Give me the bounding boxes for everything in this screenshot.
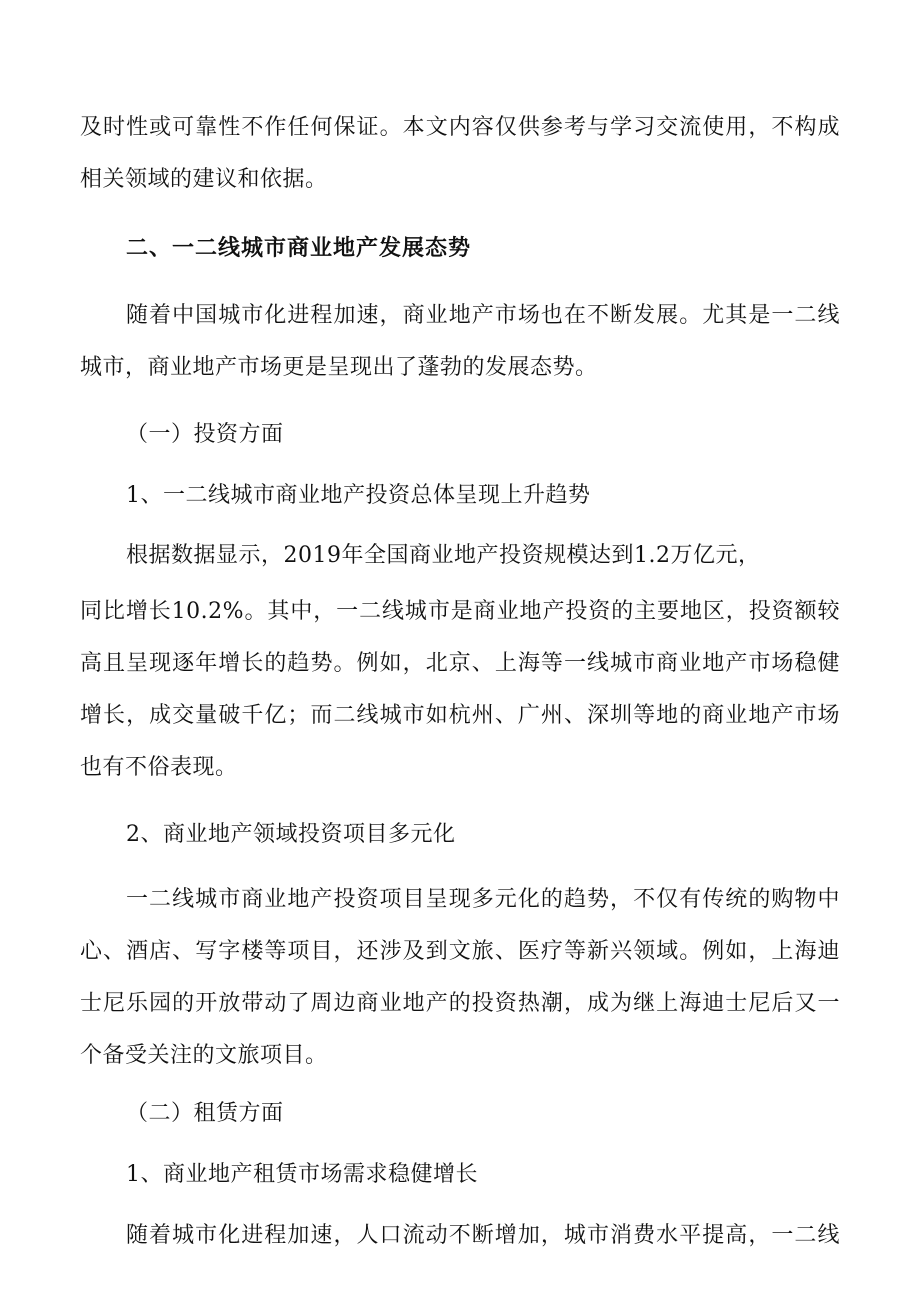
subsection-heading: （二）租赁方面 xyxy=(126,1101,284,1126)
subsection-heading: （一）投资方面 xyxy=(126,422,284,447)
body-text-line: 高且呈现逐年增长的趋势。例如，北京、上海等一线城市商业地产市场稳健 xyxy=(80,651,840,676)
body-text-line: 增长，成交量破千亿；而二线城市如杭州、广州、深圳等地的商业地产市场 xyxy=(80,703,840,728)
body-text-line: 城市，商业地产市场更是呈现出了蓬勃的发展态势。 xyxy=(80,355,598,380)
body-text-line: 同比增长10.2%。其中，一二线城市是商业地产投资的主要地区，投资额较 xyxy=(80,599,840,624)
item-heading: 1、一二线城市商业地产投资总体呈现上升趋势 xyxy=(126,483,591,508)
body-text-line: 根据数据显示，2019年全国商业地产投资规模达到1.2万亿元， xyxy=(126,543,761,568)
body-text-line: 随着城市化进程加速，人口流动不断增加，城市消费水平提高，一二线 xyxy=(126,1223,840,1248)
body-text-line: 心、酒店、写字楼等项目，还涉及到文旅、医疗等新兴领域。例如，上海迪 xyxy=(80,939,840,964)
body-text-line: 士尼乐园的开放带动了周边商业地产的投资热潮，成为继上海迪士尼后又一 xyxy=(80,991,840,1016)
item-heading: 2、商业地产领域投资项目多元化 xyxy=(126,822,456,847)
body-text-line: 个备受关注的文旅项目。 xyxy=(80,1043,328,1068)
item-heading: 1、商业地产租赁市场需求稳健增长 xyxy=(126,1162,478,1187)
body-text-line: 随着中国城市化进程加速，商业地产市场也在不断发展。尤其是一二线 xyxy=(126,303,840,328)
section-heading: 二、一二线城市商业地产发展态势 xyxy=(126,235,472,261)
body-text-line: 一二线城市商业地产投资项目呈现多元化的趋势，不仅有传统的购物中 xyxy=(126,887,840,912)
body-text-line: 及时性或可靠性不作任何保证。本文内容仅供参考与学习交流使用，不构成 xyxy=(80,115,840,140)
body-text-line: 也有不俗表现。 xyxy=(80,755,238,780)
body-text-line: 相关领域的建议和依据。 xyxy=(80,167,328,192)
